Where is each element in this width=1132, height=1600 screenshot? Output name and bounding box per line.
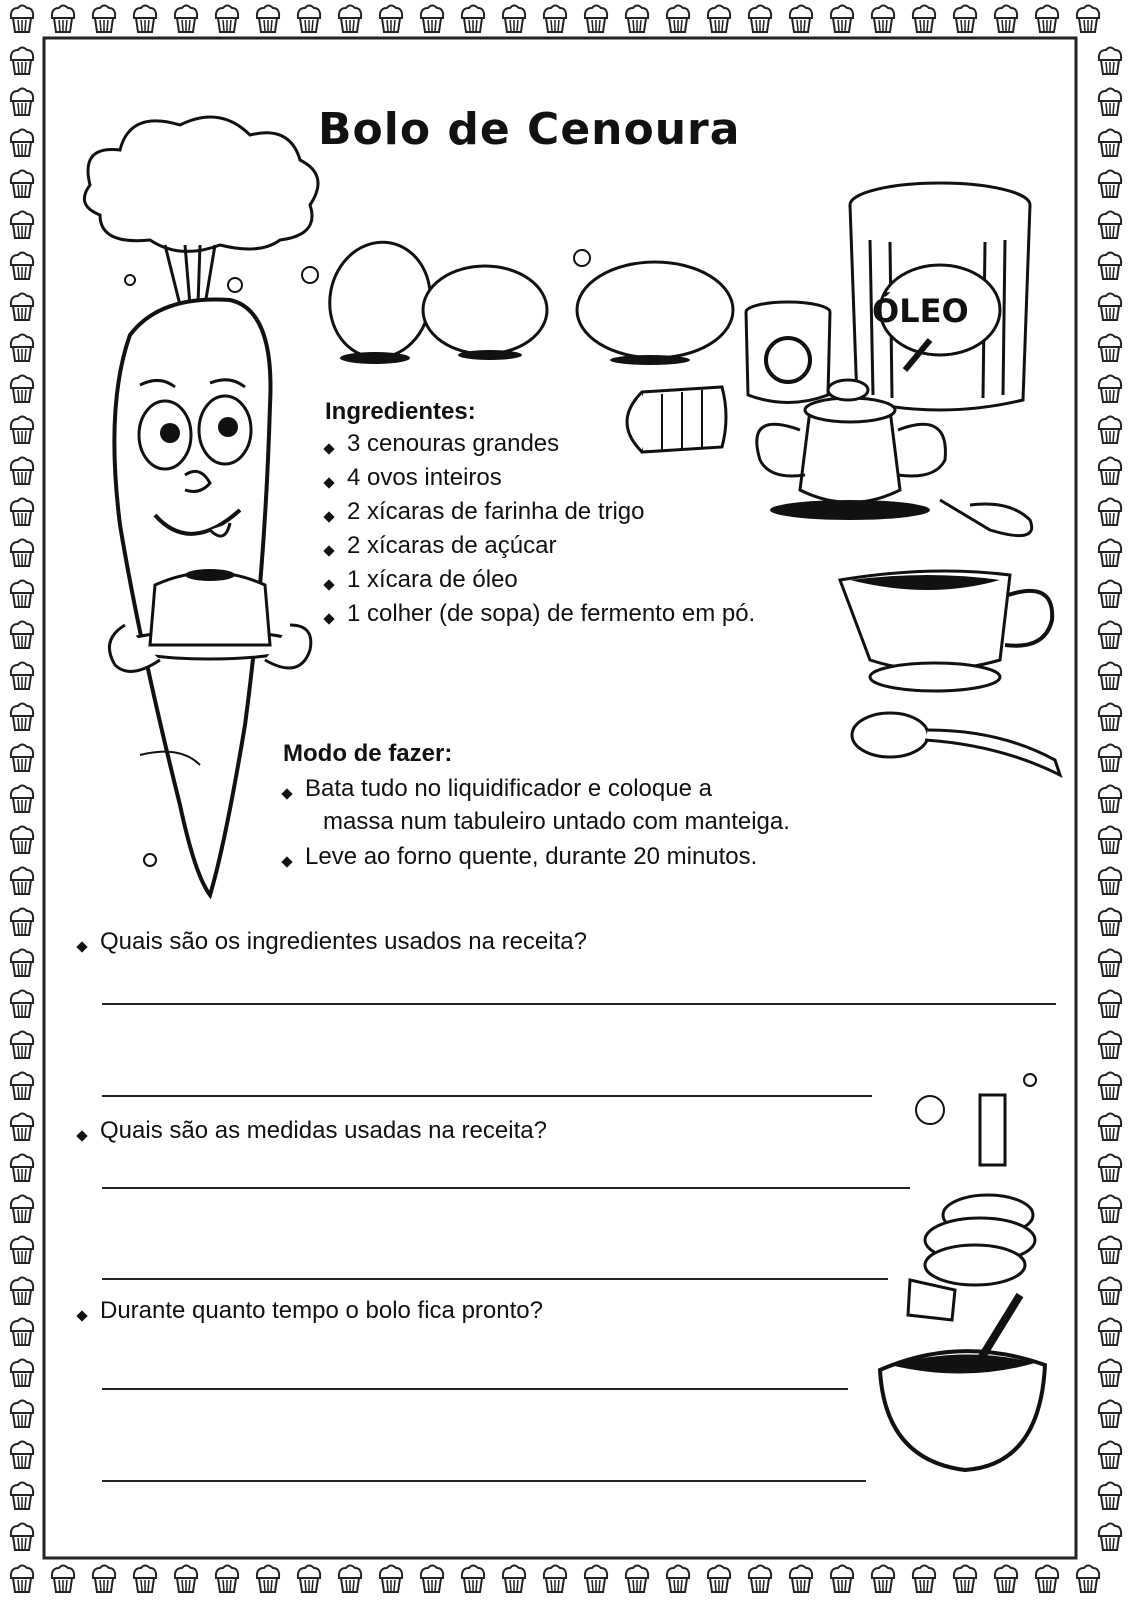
cupcake-border-icon bbox=[626, 1566, 648, 1593]
cupcake-border-icon bbox=[831, 1566, 853, 1593]
answer-line[interactable] bbox=[102, 1278, 888, 1280]
cupcake-border-icon bbox=[175, 1566, 197, 1593]
list-item: 3 cenouras grandes bbox=[325, 430, 755, 464]
cupcake-border-icon bbox=[11, 376, 33, 403]
page-title: Bolo de Cenoura bbox=[318, 104, 741, 155]
cupcake-border-icon bbox=[11, 1566, 33, 1593]
cupcake-border-icon bbox=[1099, 745, 1121, 772]
cupcake-border-icon bbox=[11, 704, 33, 731]
cupcake-border-icon bbox=[1099, 130, 1121, 157]
cupcake-border-icon bbox=[1099, 950, 1121, 977]
cupcake-border-icon bbox=[11, 89, 33, 116]
cupcake-border-icon bbox=[1099, 499, 1121, 526]
cupcake-border-icon bbox=[1036, 1566, 1058, 1593]
cupcake-border-icon bbox=[995, 1566, 1017, 1593]
cupcake-border-icon bbox=[913, 1566, 935, 1593]
cupcake-border-icon bbox=[1099, 1032, 1121, 1059]
cupcake-border-icon bbox=[1099, 868, 1121, 895]
cupcake-border-icon bbox=[11, 130, 33, 157]
cupcake-border-icon bbox=[1099, 909, 1121, 936]
question-ingredients: Quais são os ingredientes usados na receita? bbox=[78, 928, 587, 956]
cupcake-border-icon bbox=[11, 499, 33, 526]
cupcake-border-icon bbox=[11, 294, 33, 321]
answer-line[interactable] bbox=[102, 1095, 872, 1097]
cupcake-border-icon bbox=[11, 868, 33, 895]
cupcake-border-icon bbox=[749, 6, 771, 33]
cupcake-border-icon bbox=[11, 786, 33, 813]
cupcake-border-icon bbox=[1036, 6, 1058, 33]
cupcake-border-icon bbox=[421, 6, 443, 33]
cupcake-border-icon bbox=[298, 1566, 320, 1593]
cupcake-border-icon bbox=[1077, 1566, 1099, 1593]
method-step-continued: massa num tabuleiro untado com manteiga. bbox=[323, 808, 790, 835]
answer-line[interactable] bbox=[102, 1003, 1056, 1005]
cupcake-border-icon bbox=[257, 6, 279, 33]
cupcake-border-icon bbox=[995, 6, 1017, 33]
cupcake-border-icon bbox=[11, 622, 33, 649]
cupcake-border-icon bbox=[11, 950, 33, 977]
ingredients-list bbox=[325, 430, 755, 634]
cupcake-border-icon bbox=[11, 1319, 33, 1346]
cupcake-border-icon bbox=[1099, 253, 1121, 280]
cupcake-border-icon bbox=[626, 6, 648, 33]
cup-illustration bbox=[840, 565, 1080, 705]
cupcake-border-icon bbox=[667, 1566, 689, 1593]
cupcake-border-icon bbox=[872, 6, 894, 33]
cupcake-border-icon bbox=[1099, 1278, 1121, 1305]
cupcake-border-icon bbox=[11, 1278, 33, 1305]
cupcake-border-icon bbox=[216, 1566, 238, 1593]
cupcake-border-icon bbox=[1099, 704, 1121, 731]
cupcake-border-icon bbox=[380, 1566, 402, 1593]
cupcake-border-icon bbox=[1099, 1483, 1121, 1510]
cupcake-border-icon bbox=[216, 6, 238, 33]
cupcake-border-icon bbox=[1099, 786, 1121, 813]
cupcake-border-icon bbox=[1099, 1319, 1121, 1346]
cupcake-border-icon bbox=[1099, 417, 1121, 444]
cupcake-border-icon bbox=[1099, 1114, 1121, 1141]
cupcake-border-icon bbox=[134, 1566, 156, 1593]
cupcake-border-icon bbox=[954, 6, 976, 33]
cupcake-border-icon bbox=[585, 6, 607, 33]
eggs-illustration bbox=[320, 240, 740, 370]
cupcake-border-icon bbox=[1099, 663, 1121, 690]
cupcake-border-icon bbox=[11, 171, 33, 198]
answer-line[interactable] bbox=[102, 1480, 866, 1482]
cupcake-border-icon bbox=[11, 48, 33, 75]
spoon-illustration bbox=[850, 705, 1070, 785]
cupcake-border-icon bbox=[1099, 1196, 1121, 1223]
cupcake-border-icon bbox=[708, 6, 730, 33]
cupcake-border-icon bbox=[585, 1566, 607, 1593]
cupcake-border-icon bbox=[1099, 89, 1121, 116]
cupcake-border-icon bbox=[257, 1566, 279, 1593]
cupcake-border-icon bbox=[52, 6, 74, 33]
cupcake-border-icon bbox=[11, 1073, 33, 1100]
cupcake-border-icon bbox=[175, 6, 197, 33]
cupcake-border-icon bbox=[11, 909, 33, 936]
sugar-bowl-illustration bbox=[740, 370, 1060, 550]
question-measures: Quais são as medidas usadas na receita? bbox=[78, 1117, 547, 1145]
cupcake-border-icon bbox=[11, 1196, 33, 1223]
method-heading: Modo de fazer: bbox=[283, 740, 453, 767]
cupcake-border-icon bbox=[93, 1566, 115, 1593]
answer-line[interactable] bbox=[102, 1388, 848, 1390]
cupcake-border-icon bbox=[1099, 827, 1121, 854]
cupcake-border-icon bbox=[11, 212, 33, 239]
cupcake-border-icon bbox=[93, 6, 115, 33]
cupcake-border-icon bbox=[503, 6, 525, 33]
cupcake-border-icon bbox=[11, 253, 33, 280]
cupcake-border-icon bbox=[462, 1566, 484, 1593]
cupcake-border-icon bbox=[831, 6, 853, 33]
cupcake-border-icon bbox=[1099, 171, 1121, 198]
cupcake-border-icon bbox=[544, 6, 566, 33]
cupcake-border-icon bbox=[339, 6, 361, 33]
cupcake-border-icon bbox=[11, 827, 33, 854]
cupcake-border-icon bbox=[790, 6, 812, 33]
cupcake-border-icon bbox=[1077, 6, 1099, 33]
cupcake-border-icon bbox=[11, 581, 33, 608]
cupcake-border-icon bbox=[749, 1566, 771, 1593]
cupcake-border-icon bbox=[1099, 1524, 1121, 1551]
answer-line[interactable] bbox=[102, 1187, 910, 1189]
cupcake-border-icon bbox=[339, 1566, 361, 1593]
list-item: 1 colher (de sopa) de fermento em pó. bbox=[325, 600, 755, 634]
cupcake-border-icon bbox=[790, 1566, 812, 1593]
cupcake-border-icon bbox=[421, 1566, 443, 1593]
cupcake-border-icon bbox=[913, 6, 935, 33]
cupcake-border-icon bbox=[1099, 335, 1121, 362]
cupcake-border-icon bbox=[1099, 376, 1121, 403]
cupcake-border-icon bbox=[1099, 581, 1121, 608]
cupcake-border-icon bbox=[1099, 294, 1121, 321]
cupcake-border-icon bbox=[1099, 48, 1121, 75]
oil-can-label: ÓLEO bbox=[872, 292, 969, 330]
cupcake-border-icon bbox=[1099, 458, 1121, 485]
cupcake-border-icon bbox=[954, 1566, 976, 1593]
cupcake-border-icon bbox=[134, 6, 156, 33]
cupcake-border-icon bbox=[1099, 1442, 1121, 1469]
cupcake-border-icon bbox=[11, 745, 33, 772]
cupcake-border-icon bbox=[1099, 1155, 1121, 1182]
cupcake-border-icon bbox=[11, 458, 33, 485]
question-time: Durante quanto tempo o bolo fica pronto? bbox=[78, 1297, 543, 1325]
list-item: 4 ovos inteiros bbox=[325, 464, 755, 498]
cupcake-border-icon bbox=[11, 1442, 33, 1469]
cupcake-border-icon bbox=[1099, 991, 1121, 1018]
cupcake-border-icon bbox=[11, 1237, 33, 1264]
cupcake-border-icon bbox=[11, 991, 33, 1018]
cupcake-border-icon bbox=[380, 6, 402, 33]
cupcake-border-icon bbox=[1099, 1401, 1121, 1428]
method-step: Bata tudo no liquidificador e coloque a bbox=[283, 775, 712, 803]
cupcake-border-icon bbox=[11, 540, 33, 567]
cupcake-border-icon bbox=[1099, 212, 1121, 239]
whisk-bowl-illustration bbox=[870, 1065, 1070, 1475]
cupcake-border-icon bbox=[11, 1155, 33, 1182]
cupcake-border-icon bbox=[11, 417, 33, 444]
cupcake-border-icon bbox=[1099, 1360, 1121, 1387]
cupcake-border-icon bbox=[462, 6, 484, 33]
cupcake-border-icon bbox=[1099, 622, 1121, 649]
cupcake-border-icon bbox=[1099, 540, 1121, 567]
cupcake-border-icon bbox=[11, 1483, 33, 1510]
cupcake-border-icon bbox=[11, 335, 33, 362]
cupcake-border-icon bbox=[11, 6, 33, 33]
cupcake-border-icon bbox=[52, 1566, 74, 1593]
list-item: 1 xícara de óleo bbox=[325, 566, 755, 600]
cupcake-border-icon bbox=[872, 1566, 894, 1593]
cupcake-border-icon bbox=[503, 1566, 525, 1593]
ingredients-heading: Ingredientes: bbox=[325, 398, 476, 425]
cupcake-border-icon bbox=[1099, 1237, 1121, 1264]
cupcake-border-icon bbox=[1099, 1073, 1121, 1100]
cupcake-border-icon bbox=[544, 1566, 566, 1593]
cupcake-border-icon bbox=[667, 6, 689, 33]
cupcake-border-icon bbox=[708, 1566, 730, 1593]
cupcake-border-icon bbox=[11, 1401, 33, 1428]
cupcake-border-icon bbox=[11, 1032, 33, 1059]
cupcake-border-icon bbox=[298, 6, 320, 33]
cupcake-border-icon bbox=[11, 1524, 33, 1551]
cupcake-border-icon bbox=[11, 1360, 33, 1387]
cupcake-border-icon bbox=[11, 663, 33, 690]
method-step: Leve ao forno quente, durante 20 minutos. bbox=[283, 843, 757, 871]
list-item: 2 xícaras de açúcar bbox=[325, 532, 755, 566]
list-item: 2 xícaras de farinha de trigo bbox=[325, 498, 755, 532]
cupcake-border-icon bbox=[11, 1114, 33, 1141]
